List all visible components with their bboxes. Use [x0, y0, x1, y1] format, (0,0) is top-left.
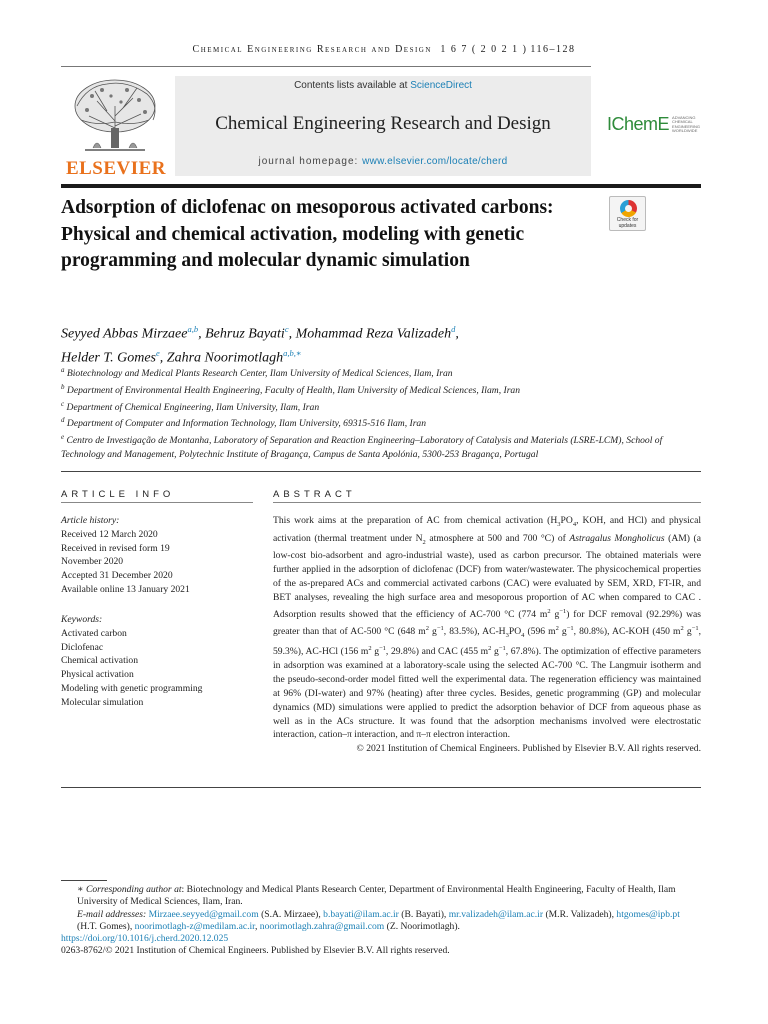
corresponding-marker: ∗ [77, 884, 84, 895]
abstract-bottom-rule [61, 787, 701, 788]
abstract-text: This work aims at the preparation of AC from chemical activation ($H_3PO_4$, KOH, and HCl) and physical activation (thermal treatment under $N_2$ atmosphere at 500 and 700 °C) of Astragalus Mongholicus (AM) (a low-cost bio-adsorbent and agro-industrial waste), used as carbon precursor. The obtained materials were further applied in the adsorption of diclofenac (DCF) from water/wastewater. The physicochemical properties of the as-prepared ACs and commercial activated carbons (CAC) were evaluated by SEM, XRD, FT-IR, and BET analyses, revealing the high surface area and mesoporous proportion of AC when compared to CAC . Adsorption results showed that the efficiency of AC-700 °C (774 $m^2$ $g^{-1}$) for DCF removal (92.29%) was greater than that of AC-500 °C (648 $m^2$ $g^{-1}$, 83.5%), $AC-H_3PO_4$ (596 $m^2$ $g^{-1}$, 80.8%), AC-KOH (450 $m^2$ $g^{-1}$, 59.3%), AC-HCl (156 $m^2$ $g^{-1}$, 29.8%) and CAC (455 $m^2$ $g^{-1}$, 67.8%). The optimization of effective parameters in adsorption was examined at a laboratory-scale using the selected AC-700 °C. The Langmuir isotherm and the pseudo-second-order model fitted well the experimental data. The regeneration efficiency was maintained at 96% (DI-water) and 97% (heating) after three cycles. Besides, genetic programming (GP) and molecular dynamics (MD) simulations were applied to predict the adsorption behavior of DCF from aqueous phase as well as in the ACs structure. It was found that the adsorption mechanisms involved were electrostatic interaction, cation–π interaction, and π–π electron interaction. © 2021 Institution of Chemical Engineers. Published by Elsevier B.V. All rights reserved. [273, 515, 702, 755]
abstract-heading: ABSTRACT [273, 489, 356, 500]
affiliation-text: Biotechnology and Medical Plants Research Center, Ilam University of Medical Sciences, Ilam, Iran [66, 368, 453, 380]
icheme-wordmark: IChemE [607, 114, 670, 134]
running-head-pages: 116–128 [530, 44, 576, 55]
icheme-tagline-line: CHEMICAL [672, 119, 693, 124]
running-head [0, 44, 768, 55]
email-owner: (S.A. Mirzaee) [261, 908, 319, 920]
affiliation-key: b [61, 382, 65, 391]
affiliation-text: Department of Computer and Information Technology, Ilam University, 69315-516 Ilam, Iran [66, 418, 427, 430]
keyword: Molecular simulation [61, 696, 144, 708]
author-affil-marker[interactable]: c [284, 324, 289, 334]
affiliation-key: c [61, 399, 65, 408]
affiliation-list [61, 364, 701, 462]
email-separator: , [318, 908, 324, 920]
author-affil-marker[interactable]: a,b,∗ [283, 347, 302, 358]
running-head-journal: Chemical Engineering Research and Design [192, 44, 432, 55]
affiliation-key: e [61, 433, 65, 442]
history-entry: Available online 13 January 2021 [61, 583, 190, 595]
author-affil-marker[interactable]: d [451, 324, 456, 334]
journal-banner [175, 76, 591, 176]
email-owner: (B. Bayati) [401, 908, 444, 920]
author-affil-marker[interactable]: e [156, 347, 160, 358]
top-rule [61, 66, 591, 67]
abstract-copyright: © 2021 Institution of Chemical Engineers. Published by Elsevier B.V. All rights reserved. [356, 743, 701, 755]
author-name[interactable]: Seyyed Abbas Mirzaee [61, 326, 188, 342]
author-name[interactable]: Mohammad Reza Valizadeh [295, 326, 452, 342]
author-name[interactable]: Behruz Bayati [205, 326, 285, 342]
affiliation [61, 414, 701, 431]
affiliation-text: Centro de Investigação de Montanha, Laboratory of Separation and Reaction Engineering–Laboratory of Catalysis and Materials (LSRE-LCM), School of Technology and Management, Polytechnic Institute of Bragança, Campus de Santa Apolónia, 5300-253 Bragança, Portugal [61, 435, 663, 460]
issn-line: 0263-8762/© 2021 Institution of Chemical Engineers. Published by Elsevier B.V. All rights reserved. [61, 945, 450, 957]
abstract-rule [273, 502, 701, 503]
keyword: Diclofenac [61, 641, 104, 653]
email-separator: , [254, 920, 260, 932]
author-separator: , [159, 350, 167, 366]
affiliation [61, 431, 701, 461]
affiliation [61, 398, 701, 415]
email-owner: (H.T. Gomes) [77, 920, 130, 932]
journal-name: Chemical Engineering Research and Design [215, 113, 551, 134]
icheme-tagline-line: WORLDWIDE [672, 128, 698, 133]
article-info-rule [61, 502, 253, 503]
contents-line [175, 80, 591, 91]
author-affil-marker[interactable]: a,b [187, 324, 199, 334]
sciencedirect-link[interactable]: ScienceDirect [410, 80, 472, 91]
homepage-prefix: journal homepage: [258, 156, 363, 167]
author-separator: , [455, 326, 459, 342]
doi-link[interactable]: https://doi.org/10.1016/j.cherd.2020.12.025 [61, 933, 229, 945]
contents-prefix: Contents lists available at [294, 80, 411, 91]
email-separator: , [611, 908, 617, 920]
homepage-link[interactable]: www.elsevier.com/locate/cherd [362, 156, 508, 167]
email-separator: , [129, 920, 135, 932]
homepage-line [175, 156, 591, 167]
crossmark-button[interactable] [609, 196, 646, 231]
running-head-volume: 1 6 7 ( 2 0 2 1 ) [440, 44, 528, 55]
email-link[interactable]: b.bayati@ilam.ac.ir [323, 908, 399, 920]
elsevier-logo[interactable] [61, 76, 171, 180]
elsevier-wordmark: ELSEVIER [65, 158, 167, 179]
keywords-label: Keywords: [61, 614, 103, 625]
email-addresses [61, 909, 701, 934]
email-link[interactable]: Mirzaee.seyyed@gmail.com [148, 908, 259, 920]
email-link[interactable]: noorimotlagh.zahra@gmail.com [259, 920, 385, 932]
article-title: Adsorption of diclofenac on mesoporous activated carbons: Physical and chemical activation, modeling with genetic programming and molecular dynamic simulation [61, 197, 554, 271]
icheme-logo[interactable] [607, 114, 700, 135]
footnotes [61, 884, 701, 958]
keyword: Physical activation [61, 669, 134, 681]
corresponding-text: : Biotechnology and Medical Plants Research Center, Department of Environmental Health Engineering, Faculty of Health, Ilam University of Medical Sciences, Ilam, Iran. [77, 884, 676, 908]
email-link[interactable]: noorimotlagh-z@medilam.ac.ir [134, 920, 255, 932]
footnote-rule [61, 880, 107, 881]
icheme-tagline [672, 116, 700, 134]
history-entry: Received in revised form 19 November 2020 [61, 542, 170, 568]
keyword: Modeling with genetic programming [61, 682, 203, 694]
affiliation-key: a [61, 366, 65, 374]
icheme-tagline-line: ENGINEERING [672, 123, 701, 129]
author-list [61, 320, 701, 367]
email-label: E-mail addresses: [77, 908, 147, 920]
crossmark-icon [620, 200, 637, 217]
section-rule [61, 471, 701, 472]
masthead [61, 66, 701, 188]
elsevier-tree-icon [67, 76, 163, 156]
author-name[interactable]: Helder T. Gomes [61, 350, 157, 366]
icheme-tagline-line: ADVANCING [672, 114, 696, 120]
crossmark-line: Check for [616, 217, 639, 223]
keyword: Chemical activation [61, 655, 138, 667]
affiliation-key: d [61, 416, 65, 425]
article-info-heading: ARTICLE INFO [61, 489, 175, 500]
article-history [61, 514, 253, 597]
affiliation [61, 381, 701, 398]
author-name[interactable]: Zahra Noorimotlagh [166, 350, 284, 366]
affiliation-text: Department of Chemical Engineering, Ilam University, Ilam, Iran [66, 401, 320, 413]
history-entry: Received 12 March 2020 [61, 528, 158, 540]
author-separator: , [198, 326, 206, 342]
corresponding-label: Corresponding author at [85, 884, 182, 895]
email-separator: , [443, 908, 449, 920]
header-rule [61, 184, 701, 188]
history-entry: Accepted 31 December 2020 [61, 570, 173, 582]
keyword: Activated carbon [61, 627, 127, 639]
author-separator: , [288, 326, 296, 342]
crossmark-line: updates [618, 222, 637, 229]
corresponding-author-note [61, 884, 701, 909]
history-label: Article history: [61, 515, 120, 526]
email-link[interactable]: htgomes@ipb.pt [616, 908, 680, 920]
email-link[interactable]: mr.valizadeh@ilam.ac.ir [448, 908, 544, 920]
keywords [61, 613, 253, 710]
affiliation [61, 364, 701, 381]
email-owner: (Z. Noorimotlagh). [386, 920, 460, 932]
affiliation-text: Department of Environmental Health Engineering, Faculty of Health, Ilam University of Medical Sciences, Ilam, Iran [66, 384, 521, 396]
email-owner: (M.R. Valizadeh) [545, 908, 612, 920]
crossmark-label [610, 218, 645, 229]
